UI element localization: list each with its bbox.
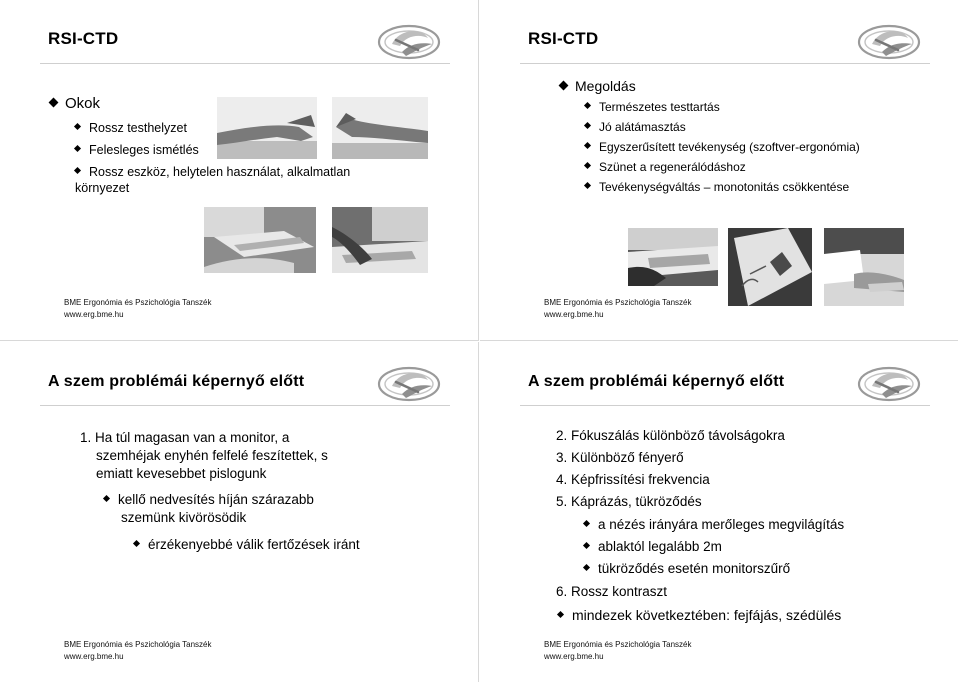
- bullet-text: Rossz testhelyzet: [89, 121, 187, 135]
- bullet-okok: [50, 95, 100, 112]
- footer-dept: BME Ergonómia és Pszichológia Tanszék: [544, 640, 692, 649]
- slide-title: A szem problémái képernyő előtt: [528, 373, 785, 390]
- sub-bullet: [584, 539, 722, 554]
- sub-bullet: [584, 561, 790, 576]
- footer-url: www.erg.bme.hu: [64, 310, 124, 319]
- slide-footer: [544, 639, 691, 663]
- bullet-text: Rossz eszköz, helytelen használat, alkalmatlan: [89, 165, 351, 179]
- bme-erg-logo: [376, 364, 442, 404]
- diamond-bullet-icon: [559, 80, 569, 90]
- numbered-item: 2. Fókuszálás különböző távolságokra: [556, 428, 785, 443]
- sub-bullet: [585, 140, 860, 154]
- bullet-text: Szünet a regenerálódáshoz: [599, 160, 746, 174]
- slide-rsi-causes: [0, 0, 479, 341]
- bullet-text: Egyszerűsített tevékenység (szoftver-ergonómia): [599, 140, 860, 154]
- numbered-item: 5. Káprázás, tükröződés: [556, 494, 702, 509]
- numbered-item: 4. Képfrissítési frekvencia: [556, 472, 710, 487]
- sub-bullet: [585, 180, 849, 194]
- slide-eye-problems-1: [0, 342, 479, 682]
- bullet-megoldas: [560, 78, 636, 94]
- title-divider: [40, 405, 450, 406]
- footer-url: www.erg.bme.hu: [544, 310, 604, 319]
- title-divider: [40, 63, 450, 64]
- bullet-text: mindezek következtében: fejfájás, szédülés: [572, 607, 842, 623]
- bullet-text: Jó alátámasztás: [599, 120, 686, 134]
- typing-photo-left: [204, 207, 316, 273]
- bullet-text: ablaktól legalább 2m: [598, 539, 722, 554]
- bullet-continuation: szemünk kivörösödik: [121, 510, 247, 525]
- slide-rsi-solutions: [480, 0, 958, 341]
- slide-footer: [64, 297, 211, 321]
- bullet-text: Megoldás: [575, 78, 636, 94]
- wrist-photo-right: [332, 97, 428, 159]
- footer-dept: BME Ergonómia és Pszichológia Tanszék: [64, 640, 212, 649]
- diamond-bullet-icon: [133, 540, 140, 547]
- bme-erg-logo: [856, 364, 922, 404]
- title-divider: [520, 405, 930, 406]
- slide-footer: [544, 297, 691, 321]
- slide-title: RSI-CTD: [48, 29, 119, 48]
- bullet-text: Természetes testtartás: [599, 100, 720, 114]
- slide-footer: [64, 639, 211, 663]
- bullet-text: Felesleges ismétlés: [89, 143, 199, 157]
- diamond-bullet-icon: [584, 182, 591, 189]
- keyboard-photo: [628, 228, 718, 286]
- numbered-item: 3. Különböző fényerő: [556, 450, 684, 465]
- wrist-photo-left: [217, 97, 317, 159]
- bullet-text: kellő nedvesítés híján szárazabb: [118, 492, 314, 507]
- diamond-bullet-icon: [584, 102, 591, 109]
- footer-dept: BME Ergonómia és Pszichológia Tanszék: [64, 298, 212, 307]
- bullet-continuation: környezet: [75, 181, 130, 195]
- footer-dept: BME Ergonómia és Pszichológia Tanszék: [544, 298, 692, 307]
- diamond-bullet-icon: [583, 520, 590, 527]
- sub-sub-bullet: [134, 537, 360, 552]
- diamond-bullet-icon: [103, 495, 110, 502]
- diamond-bullet-icon: [49, 97, 59, 107]
- slide-eye-problems-2: [480, 342, 958, 682]
- footer-url: www.erg.bme.hu: [544, 652, 604, 661]
- numbered-item-continuation: emiatt kevesebbet pislogunk: [96, 466, 267, 481]
- bullet-text: tükröződés esetén monitorszűrő: [598, 561, 791, 576]
- diamond-bullet-icon: [74, 145, 81, 152]
- sub-bullet: [585, 160, 746, 174]
- bullet-text: érzékenyebbé válik fertőzések iránt: [148, 537, 360, 552]
- numbered-item: 1. Ha túl magasan van a monitor, a: [80, 430, 290, 445]
- bme-erg-logo: [856, 22, 922, 62]
- diamond-bullet-icon: [74, 167, 81, 174]
- bullet-text: a nézés irányára merőleges megvilágítás: [598, 517, 845, 532]
- slide-title: RSI-CTD: [528, 29, 599, 48]
- sub-bullet: [584, 517, 844, 532]
- title-divider: [520, 63, 930, 64]
- sub-bullet: [75, 143, 199, 157]
- footer-url: www.erg.bme.hu: [64, 652, 124, 661]
- bullet-text: Okok: [65, 95, 101, 112]
- diamond-bullet-icon: [583, 542, 590, 549]
- mouse-pad-photo: [728, 228, 812, 306]
- diamond-bullet-icon: [584, 122, 591, 129]
- person-typing-photo: [824, 228, 904, 306]
- bme-erg-logo: [376, 22, 442, 62]
- numbered-item-continuation: szemhéjak enyhén felfelé feszítettek, s: [96, 448, 328, 463]
- sub-bullet: [75, 121, 187, 135]
- conclusion-bullet: [558, 607, 841, 623]
- slide-title: A szem problémái képernyő előtt: [48, 373, 305, 390]
- sub-bullet: [104, 492, 314, 507]
- sub-bullet: [75, 165, 350, 179]
- sub-bullet: [585, 100, 720, 114]
- diamond-bullet-icon: [583, 564, 590, 571]
- diamond-bullet-icon: [584, 162, 591, 169]
- diamond-bullet-icon: [584, 142, 591, 149]
- bullet-text: Tevékenységváltás – monotonitás csökkentése: [599, 180, 850, 194]
- numbered-item: 6. Rossz kontraszt: [556, 584, 668, 599]
- diamond-bullet-icon: [74, 123, 81, 130]
- diamond-bullet-icon: [557, 611, 564, 618]
- typing-photo-right: [332, 207, 428, 273]
- sub-bullet: [585, 120, 686, 134]
